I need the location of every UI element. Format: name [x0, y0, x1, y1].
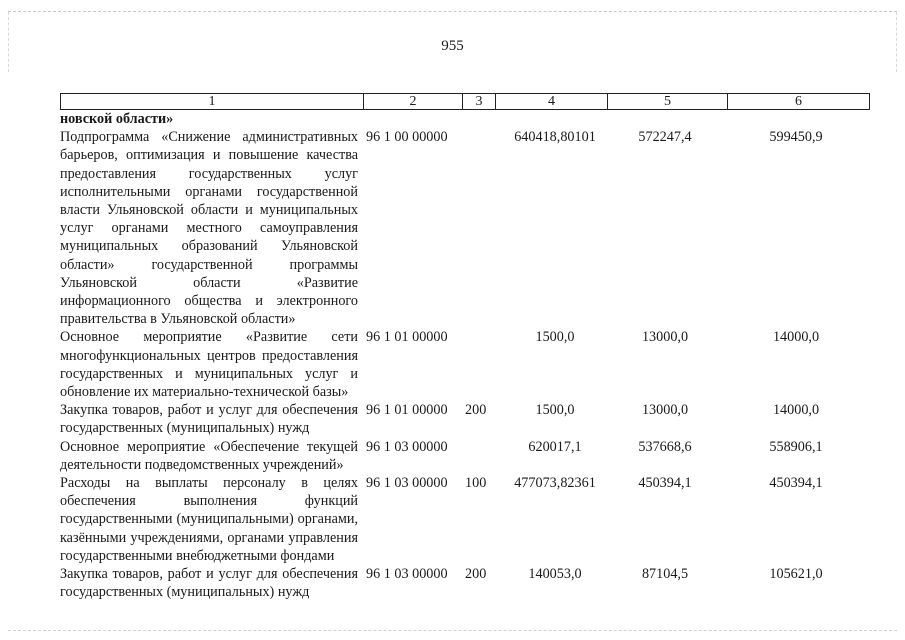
row-code: 96 1 03 00000	[366, 475, 448, 492]
table-row	[60, 128, 870, 328]
row-value-2: 450394,1	[638, 475, 692, 492]
row-code: 96 1 01 00000	[366, 402, 448, 419]
row-value-3: 14000,0	[772, 329, 820, 346]
row-value-2: 87104,5	[641, 566, 689, 583]
table-row	[60, 474, 870, 565]
row-value-3: 558906,1	[769, 438, 823, 455]
row-value-3: 105621,0	[769, 566, 823, 583]
row-value-1: 1500,0	[535, 402, 575, 419]
table-row	[60, 401, 870, 437]
row-name: Закупка товаров, работ и услуг для обеспечения государственных (муниципальных) нужд	[60, 402, 358, 437]
row-name: Основное мероприятие «Развитие сети многофункциональных центров предоставления государственных и муниципальных услуг и обновление их материально-технической базы»	[60, 329, 358, 401]
row-value-2: 572247,4	[638, 129, 692, 146]
header-col-2: 2	[363, 94, 462, 109]
table-row	[60, 565, 870, 601]
row-name: Подпрограмма «Снижение административных барьеров, оптимизация и повышение качества предоставления государственных услуг исполнительными органами государственной власти Ульяновской области и муниципальных услуг органами местного самоуправления муниципальных образований Ульяновской области» государственной программы Ульяновской области «Развитие информационного общества и электронного правительства в Ульяновской области»	[60, 129, 358, 328]
row-value-1: 640418,80101	[514, 129, 596, 146]
header-col-3: 3	[462, 94, 495, 109]
table-row	[60, 110, 870, 128]
header-col-6: 6	[727, 94, 869, 109]
page-number: 955	[441, 38, 464, 54]
row-value-1: 620017,1	[528, 438, 582, 455]
row-expense-type: 100	[465, 475, 487, 492]
row-value-3: 599450,9	[769, 129, 823, 146]
row-expense-type: 200	[465, 402, 487, 419]
row-name: новской области»	[60, 111, 174, 127]
row-value-1: 477073,82361	[514, 475, 596, 492]
row-name: Основное мероприятие «Обеспечение текущей деятельности подведомственных учреждений»	[60, 438, 358, 473]
table-body	[60, 110, 870, 601]
table-row	[60, 328, 870, 401]
row-value-3: 14000,0	[772, 402, 820, 419]
header-col-5: 5	[607, 94, 727, 109]
row-name: Закупка товаров, работ и услуг для обеспечения государственных (муниципальных) нужд	[60, 566, 358, 601]
row-expense-type: 200	[465, 566, 487, 583]
row-code: 96 1 00 00000	[366, 129, 448, 146]
table-row	[60, 438, 870, 474]
scan-edge-top	[8, 11, 897, 12]
row-value-2: 13000,0	[641, 402, 689, 419]
row-code: 96 1 03 00000	[366, 438, 448, 455]
row-code: 96 1 03 00000	[366, 566, 448, 583]
budget-table	[60, 93, 870, 601]
scan-edge-bottom	[8, 630, 897, 631]
row-code: 96 1 01 00000	[366, 329, 448, 346]
row-value-2: 537668,6	[638, 438, 692, 455]
row-value-1: 140053,0	[528, 566, 582, 583]
row-value-3: 450394,1	[769, 475, 823, 492]
row-value-2: 13000,0	[641, 329, 689, 346]
header-col-1: 1	[208, 94, 216, 109]
table-header	[60, 93, 870, 110]
row-value-1: 1500,0	[535, 329, 575, 346]
header-col-4: 4	[495, 94, 607, 109]
row-name: Расходы на выплаты персоналу в целях обеспечения выполнения функций государственными (муниципальными) органами, казёнными учреждениями, органами управления государственными внебюджетными фондами	[60, 475, 358, 564]
